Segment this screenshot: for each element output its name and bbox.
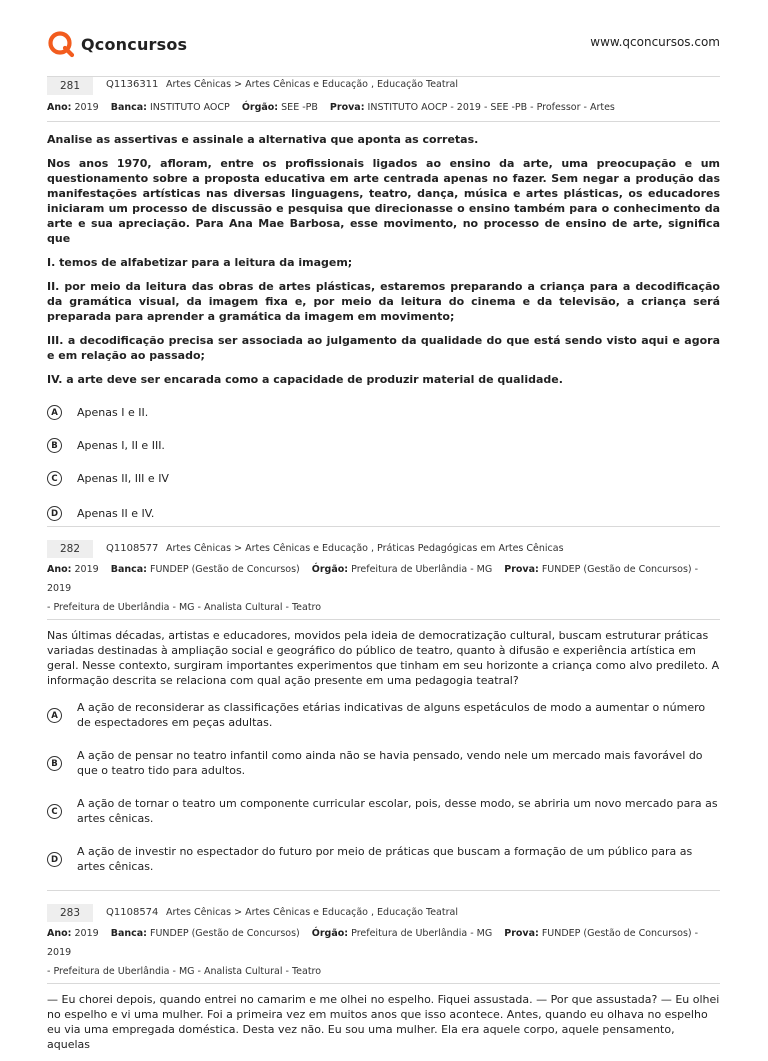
question-statement: IV. a arte deve ser encarada como a capacidade de produzir material de qualidade.: [47, 373, 563, 386]
question-block: [47, 526, 720, 874]
option-text: A ação de investir no espectador do futuro por meio de práticas que buscam a formação de um público para as artes cênicas.: [77, 845, 693, 873]
option-letter: D: [47, 852, 62, 867]
question-block: [47, 76, 720, 521]
meta-prova: FUNDEP (Gestão de Concursos) - 2019: [47, 564, 699, 594]
answer-option[interactable]: [47, 405, 720, 420]
question-statement: Analise as assertivas e assinale a alternativa que aponta as corretas.: [47, 133, 479, 146]
question-block: [47, 890, 720, 1061]
question-number: 282: [47, 540, 93, 558]
option-text: Apenas II, III e IV: [77, 472, 169, 485]
option-text: A ação de pensar no teatro infantil como ainda não se havia pensado, vendo nele um mercado mais favorável do que o teatro tido para adultos.: [77, 749, 703, 777]
question-statement: I. temos de alfabetizar para a leitura da imagem;: [47, 256, 353, 269]
brand-name: Qconcursos: [81, 34, 188, 54]
answer-option[interactable]: [47, 506, 720, 521]
brand-logo[interactable]: [47, 30, 187, 58]
question-meta: Ano: 2019 Banca: INSTITUTO AOCP Órgão: SEE -PB Prova: INSTITUTO AOCP - 2019 - SEE -PB - Professor - Artes: [47, 102, 615, 113]
option-text: A ação de reconsiderar as classificações etárias indicativas de alguns espetáculos de modo a aumentar o número de espectadores em peças adultas.: [77, 701, 706, 729]
meta-banca: INSTITUTO AOCP: [150, 102, 230, 113]
question-meta: Ano: 2019 Banca: FUNDEP (Gestão de Concursos) Órgão: Prefeitura de Uberlândia - MG Prova: FUNDEP (Gestão de Concursos) - 2019 - Prefeitura de Uberlândia - MG - Analista Cultural - Teatro: [47, 564, 699, 613]
meta-banca: FUNDEP (Gestão de Concursos): [150, 928, 300, 939]
option-letter: C: [47, 471, 62, 486]
meta-orgao: Prefeitura de Uberlândia - MG: [351, 928, 493, 939]
answer-option[interactable]: [47, 748, 720, 778]
option-text: Apenas I e II.: [77, 406, 149, 419]
option-letter: D: [47, 506, 62, 521]
question-statement: Nos anos 1970, afloram, entre os profissionais ligados ao ensino da arte, uma preocupação e um questionamento sobre a proposta educativa em arte centrada apenas no fazer. Sem negar a produção das manifestações artísticas nas diversas linguagens, teatro, dança, música e artes plásticas, os educadores iniciaram um processo de discussão e pesquisa que direcionasse o ensino também para o conhecimento da arte e sua apreciação. Para Ana Mae Barbosa, esse movimento, no processo de ensino de arte, significa que: [47, 157, 720, 245]
qconcursos-logo-icon: [47, 30, 75, 58]
meta-banca: FUNDEP (Gestão de Concursos): [150, 564, 300, 575]
question-statement: II. por meio da leitura das obras de artes plásticas, estaremos preparando a criança para a decodificação da gramática visual, da imagem fixa e, por meio da leitura do cinema e da televisão, a criança será preparada para aprender a gramática da imagem em movimento;: [47, 280, 720, 323]
question-id[interactable]: Q1136311: [106, 79, 159, 90]
question-id[interactable]: Q1108574: [106, 907, 159, 918]
question-statement: III. a decodificação precisa ser associada ao julgamento da qualidade do que está sendo visto aqui e agora e em relação ao passado;: [47, 334, 720, 362]
page-header: [0, 0, 768, 70]
question-number: 283: [47, 904, 93, 922]
meta-prova: FUNDEP (Gestão de Concursos) - 2019: [47, 928, 699, 958]
answer-option[interactable]: [47, 844, 720, 874]
meta-ano: 2019: [74, 102, 99, 113]
question-statement: — Eu chorei depois, quando entrei no camarim e me olhei no espelho. Fiquei assustada. — Por que assustada? — Eu olhei no espelho e vi uma mulher. Foi a primeira vez em muitos anos que isso acontece. Antes, quando eu olhava no espelho eu via uma empregada doméstica. Desta vez não. Eu sou uma mulher. Ela era aquele corpo, aquele pensamento, aquelas: [47, 993, 720, 1051]
meta-prova-cont: - Prefeitura de Uberlândia - MG - Analista Cultural - Teatro: [47, 602, 322, 613]
option-letter: B: [47, 756, 62, 771]
meta-orgao: Prefeitura de Uberlândia - MG: [351, 564, 493, 575]
option-letter: A: [47, 708, 62, 723]
option-letter: C: [47, 804, 62, 819]
meta-prova-cont: - Prefeitura de Uberlândia - MG - Analista Cultural - Teatro: [47, 966, 322, 977]
option-text: Apenas II e IV.: [77, 507, 155, 520]
meta-orgao: SEE -PB: [281, 102, 318, 113]
question-subject: Artes Cênicas > Artes Cênicas e Educação , Educação Teatral: [166, 907, 458, 918]
option-letter: B: [47, 438, 62, 453]
question-id[interactable]: Q1108577: [106, 543, 159, 554]
option-text: Apenas I, II e III.: [77, 439, 165, 452]
site-url[interactable]: www.qconcursos.com: [590, 35, 720, 49]
answer-option[interactable]: [47, 796, 720, 826]
option-letter: A: [47, 405, 62, 420]
meta-ano: 2019: [74, 564, 99, 575]
question-meta: Ano: 2019 Banca: FUNDEP (Gestão de Concursos) Órgão: Prefeitura de Uberlândia - MG Prova: FUNDEP (Gestão de Concursos) - 2019 - Prefeitura de Uberlândia - MG - Analista Cultural - Teatro: [47, 928, 699, 977]
question-subject: Artes Cênicas > Artes Cênicas e Educação , Educação Teatral: [166, 79, 458, 90]
answer-option[interactable]: [47, 471, 720, 486]
meta-ano: 2019: [74, 928, 99, 939]
question-subject: Artes Cênicas > Artes Cênicas e Educação , Práticas Pedagógicas em Artes Cênicas: [166, 543, 564, 554]
answer-option[interactable]: [47, 438, 720, 453]
question-statement: Nas últimas décadas, artistas e educadores, movidos pela ideia de democratização cultural, buscam estruturar práticas variadas destinadas à ampliação social e geográfico do público de teatro, quanto à difusão e experiência artística em geral. Nesse contexto, surgiram importantes experimentos que tinham em seu horizonte a criança como alvo predileto. A informação descrita se relaciona com qual ação presente em uma pedagogia teatral?: [47, 629, 720, 687]
meta-prova: INSTITUTO AOCP - 2019 - SEE -PB - Professor - Artes: [367, 102, 615, 113]
option-text: A ação de tornar o teatro um componente curricular escolar, pois, desse modo, se abriria um novo mercado para as artes cênicas.: [77, 797, 718, 825]
question-number: 281: [47, 77, 93, 95]
answer-option[interactable]: [47, 700, 720, 730]
